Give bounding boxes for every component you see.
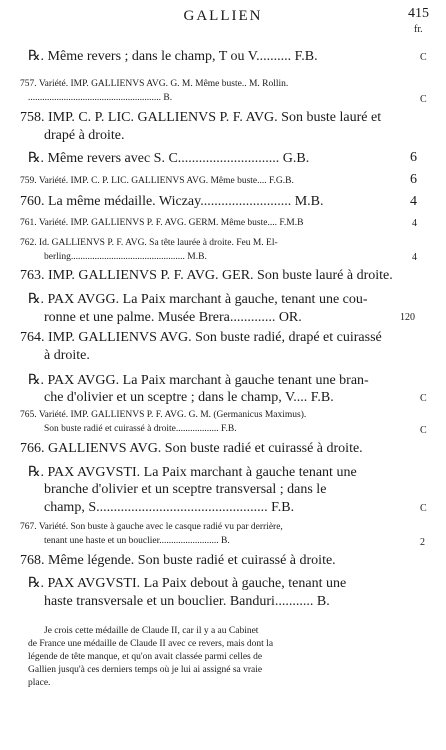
entry-line: 765. Variété. IMP. GALLIENVS P. F. AVG. G. M. (Germanicus Maximus).: [20, 410, 307, 420]
rarity: C: [420, 393, 427, 404]
entry-line: branche d'olivier et un sceptre transversal ; dans le: [44, 482, 327, 497]
entry-line: ........................................................ B.: [28, 93, 173, 103]
currency-unit: fr.: [414, 24, 423, 35]
rarity: C: [420, 94, 427, 105]
entry-line: ℞. PAX AVGVSTI. La Paix marchant à gauche tenant une: [28, 465, 357, 480]
entry-line: 762. Id. GALLIENVS P. F. AVG. Sa tête laurée à droite. Feu M. El-: [20, 238, 278, 248]
entry-line: tenant une haste et un bouclier......................... B.: [44, 536, 230, 546]
rarity: 4: [410, 194, 417, 209]
entry-line: 759. Variété. IMP. C. P. LIC. GALLIENVS AVG. Même buste.... F.G.B.: [20, 176, 294, 186]
footnote-line: de France une médaille de Claude II avec ce revers, mais dont la: [28, 639, 274, 649]
entry-line: 764. IMP. GALLIENVS AVG. Son buste radié, drapé et cuirassé: [20, 330, 382, 345]
entry-line: drapé à droite.: [44, 128, 125, 143]
rarity: 6: [410, 150, 417, 165]
rarity: 120: [400, 312, 415, 323]
entry-line: ℞. PAX AVGG. La Paix marchant à gauche tenant une bran-: [28, 373, 369, 388]
entry-line: 767. Variété. Son buste à gauche avec le casque radié vu par derrière,: [20, 522, 283, 532]
entry-line: 758. IMP. C. P. LIC. GALLIENVS P. F. AVG. Son buste lauré et: [20, 110, 382, 125]
entry-line: 757. Variété. IMP. GALLIENVS AVG. G. M. Même buste.. M. Rollin.: [20, 79, 289, 89]
running-title: GALLIEN: [183, 8, 263, 24]
footnote-line: place.: [28, 678, 51, 688]
entry-line: che d'olivier et un sceptre ; dans le champ, V.... F.B.: [44, 390, 334, 405]
entry-line: ℞. PAX AVGG. La Paix marchant à gauche, tenant une cou-: [28, 292, 368, 307]
rarity: C: [420, 425, 427, 436]
footnote-line: légende de tête manque, et qu'on avait classée parmi celles de: [28, 652, 263, 662]
entry-line: haste transversale et un bouclier. Banduri........... B.: [44, 594, 330, 609]
entry-line: champ, S................................................. F.B.: [44, 500, 295, 515]
rarity: 2: [420, 537, 425, 548]
rarity: 6: [410, 172, 417, 187]
entry-line: berling................................................ M.B.: [44, 252, 207, 262]
rarity: 4: [412, 252, 417, 263]
entry-line: 761. Variété. IMP. GALLIENVS P. F. AVG. GERM. Même buste.... F.M.B: [20, 218, 304, 228]
entry-line: ℞. Même revers ; dans le champ, T ou V.......... F.B.: [28, 49, 318, 64]
entry-line: 766. GALLIENVS AVG. Son buste radié et cuirassé à droite.: [20, 441, 363, 456]
entry-line: ℞. Même revers avec S. C............................. G.B.: [28, 151, 310, 166]
footnote-line: Gallien jusqu'à ces derniers temps où je lui ai assigné sa vraie: [28, 665, 263, 675]
entry-line: 768. Même légende. Son buste radié et cuirassé à droite.: [20, 553, 336, 568]
page-number: 415: [408, 6, 429, 21]
entry-line: Son buste radié et cuirassé à droite.................. F.B.: [44, 424, 237, 434]
rarity: C: [420, 52, 427, 63]
rarity: 4: [412, 218, 417, 229]
footnote-line: Je crois cette médaille de Claude II, car il y a au Cabinet: [44, 626, 259, 636]
entry-line: à droite.: [44, 348, 90, 363]
rarity: C: [420, 503, 427, 514]
entry-line: ℞. PAX AVGVSTI. La Paix debout à gauche, tenant une: [28, 576, 347, 591]
entry-line: ronne et une palme. Musée Brera............. OR.: [44, 310, 302, 325]
entry-line: 763. IMP. GALLIENVS P. F. AVG. GER. Son buste lauré à droite.: [20, 268, 393, 283]
entry-line: 760. La même médaille. Wiczay.......................... M.B.: [20, 194, 324, 209]
